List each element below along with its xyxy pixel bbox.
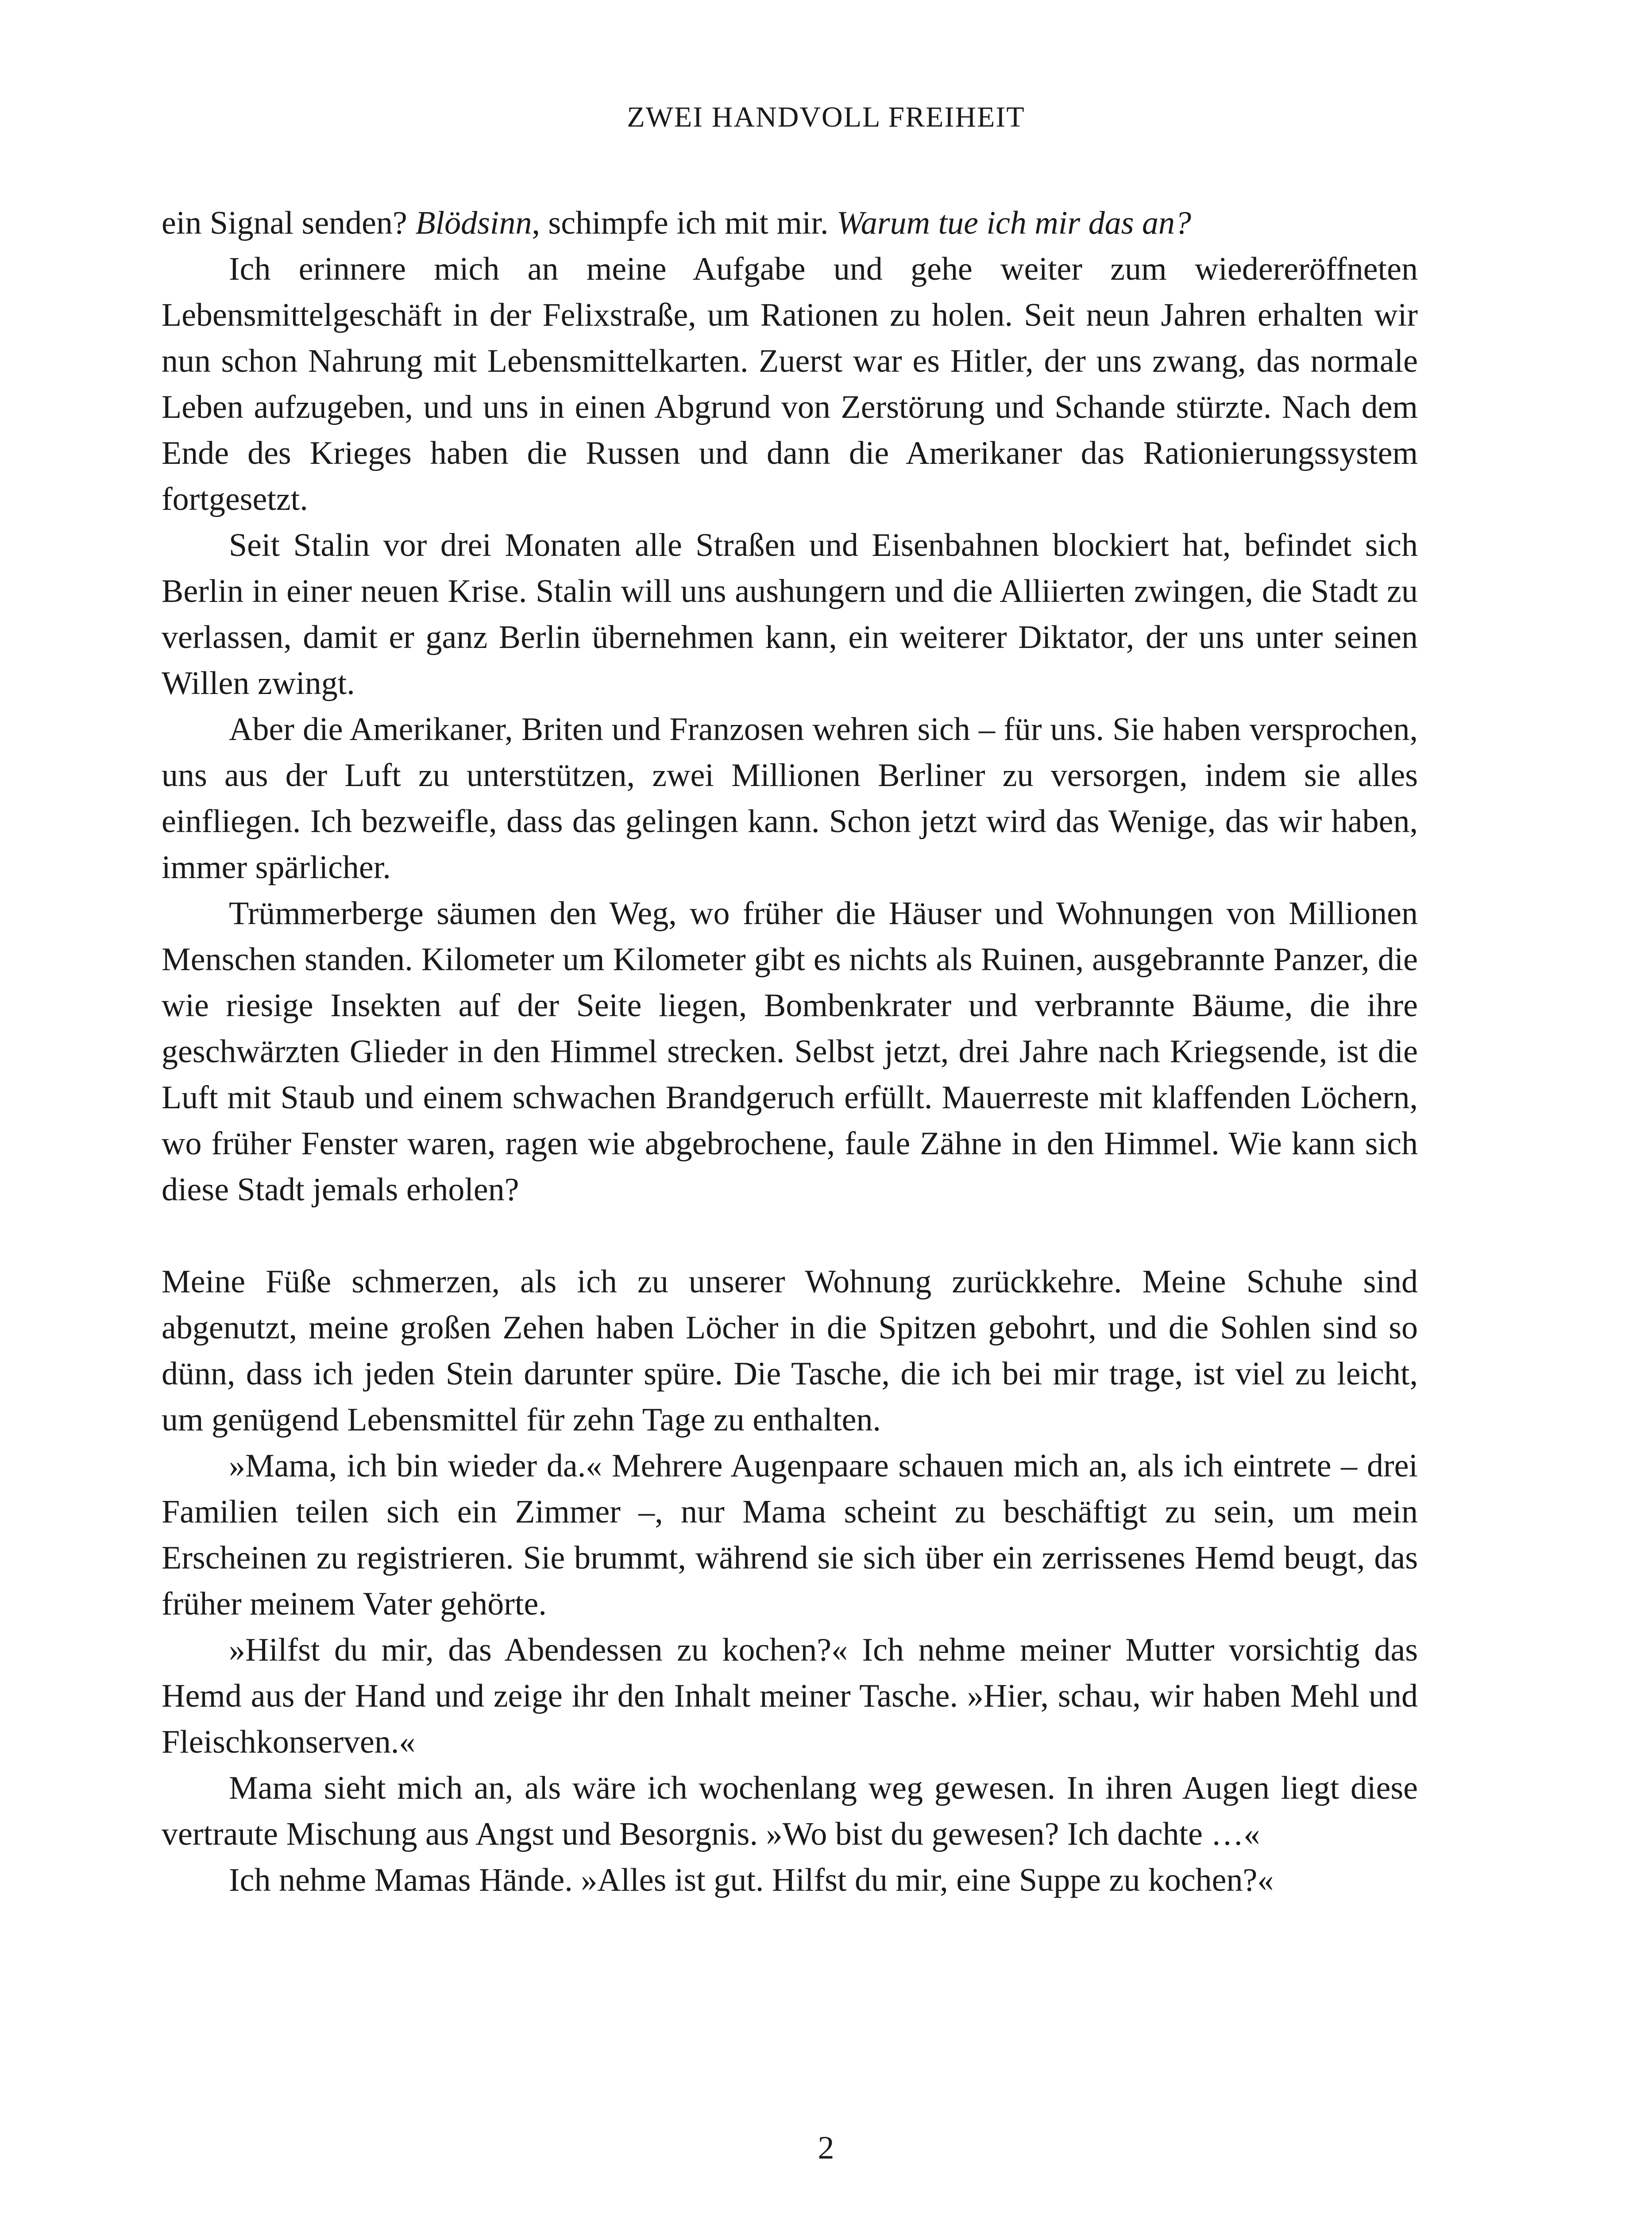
paragraph bbox=[162, 891, 1418, 1213]
text-segment: Aber die Amerikaner, Briten und Franzosen wehren sich – für uns. Sie haben versprochen, uns aus der Luft zu unterstützen, zwei Millionen Berliner zu versorgen, indem sie alles einfliegen. Ich bezweifle, dass das gelingen kann. Schon jetzt wird das Wenige, das wir haben, immer spärlicher. bbox=[162, 711, 1418, 886]
text-segment: , schimpfe ich mit mir. bbox=[532, 205, 837, 241]
paragraph bbox=[162, 1765, 1418, 1857]
paragraph bbox=[162, 200, 1418, 246]
page-number: 2 bbox=[818, 2130, 834, 2166]
text-segment: ein Signal senden? bbox=[162, 205, 416, 241]
paragraph bbox=[162, 1259, 1418, 1443]
italic-text: Warum tue ich mir das an? bbox=[837, 205, 1191, 241]
paragraph bbox=[162, 522, 1418, 706]
text-segment: »Mama, ich bin wieder da.« Mehrere Augenpaare schauen mich an, als ich eintrete – drei Familien teilen sich ein Zimmer –, nur Mama scheint zu beschäftigt zu sein, um mein Erscheinen zu registrieren. Sie brummt, während sie sich über ein zerrissenes Hemd beugt, das früher meinem Vater gehörte. bbox=[162, 1448, 1418, 1622]
paragraph bbox=[162, 706, 1418, 891]
text-segment: Meine Füße schmerzen, als ich zu unserer Wohnung zurückkehre. Meine Schuhe sind abgenutzt, meine großen Zehen haben Löcher in die Spitzen gebohrt, und die Sohlen sind so dünn, dass ich jeden Stein darunter spüre. Die Tasche, die ich bei mir trage, ist viel zu leicht, um genügend Lebensmittel für zehn Tage zu enthalten. bbox=[162, 1264, 1418, 1438]
text-segment: Seit Stalin vor drei Monaten alle Straßen und Eisenbahnen blockiert hat, befindet sich Berlin in einer neuen Krise. Stalin will uns aushungern und die Alliierten zwingen, die Stadt zu verlassen, damit er ganz Berlin übernehmen kann, ein weiterer Diktator, der uns unter seinen Willen zwingt. bbox=[162, 527, 1418, 702]
paragraph bbox=[162, 1627, 1418, 1765]
text-segment: Mama sieht mich an, als wäre ich wochenlang weg gewesen. In ihren Augen liegt diese vertraute Mischung aus Angst und Besorgnis. »Wo bist du gewesen? Ich dachte …« bbox=[162, 1770, 1418, 1852]
paragraph bbox=[162, 1857, 1418, 1903]
italic-text: Blödsinn bbox=[415, 205, 532, 241]
paragraph bbox=[162, 246, 1418, 522]
paragraph bbox=[162, 1443, 1418, 1627]
body-text bbox=[162, 200, 1418, 1903]
text-segment: Ich erinnere mich an meine Aufgabe und gehe weiter zum wiedereröffneten Lebensmittelgeschäft in der Felixstraße, um Rationen zu holen. Seit neun Jahren erhalten wir nun schon Nahrung mit Lebensmittelkarten. Zuerst war es Hitler, der uns zwang, das normale Leben aufzugeben, und uns in einen Abgrund von Zerstörung und Schande stürzte. Nach dem Ende des Krieges haben die Russen und dann die Amerikaner das Rationierungssystem fortgesetzt. bbox=[162, 251, 1418, 517]
text-segment: »Hilfst du mir, das Abendessen zu kochen?« Ich nehme meiner Mutter vorsichtig das Hemd aus der Hand und zeige ihr den Inhalt meiner Tasche. »Hier, schau, wir haben Mehl und Fleischkonserven.« bbox=[162, 1632, 1418, 1760]
running-header-title: ZWEI HANDVOLL FREIHEIT bbox=[627, 101, 1025, 133]
text-segment: Ich nehme Mamas Hände. »Alles ist gut. Hilfst du mir, eine Suppe zu kochen?« bbox=[229, 1862, 1274, 1898]
text-segment: Trümmerberge säumen den Weg, wo früher die Häuser und Wohnungen von Millionen Menschen standen. Kilometer um Kilometer gibt es nichts als Ruinen, ausgebrannte Panzer, die wie riesige Insekten auf der Seite liegen, Bombenkrater und verbrannte Bäume, die ihre geschwärzten Glieder in den Himmel strecken. Selbst jetzt, drei Jahre nach Kriegsende, ist die Luft mit Staub und einem schwachen Brandgeruch erfüllt. Mauerreste mit klaffenden Löchern, wo früher Fenster waren, ragen wie abgebrochene, faule Zähne in den Himmel. Wie kann sich diese Stadt jemals erholen? bbox=[162, 895, 1418, 1208]
